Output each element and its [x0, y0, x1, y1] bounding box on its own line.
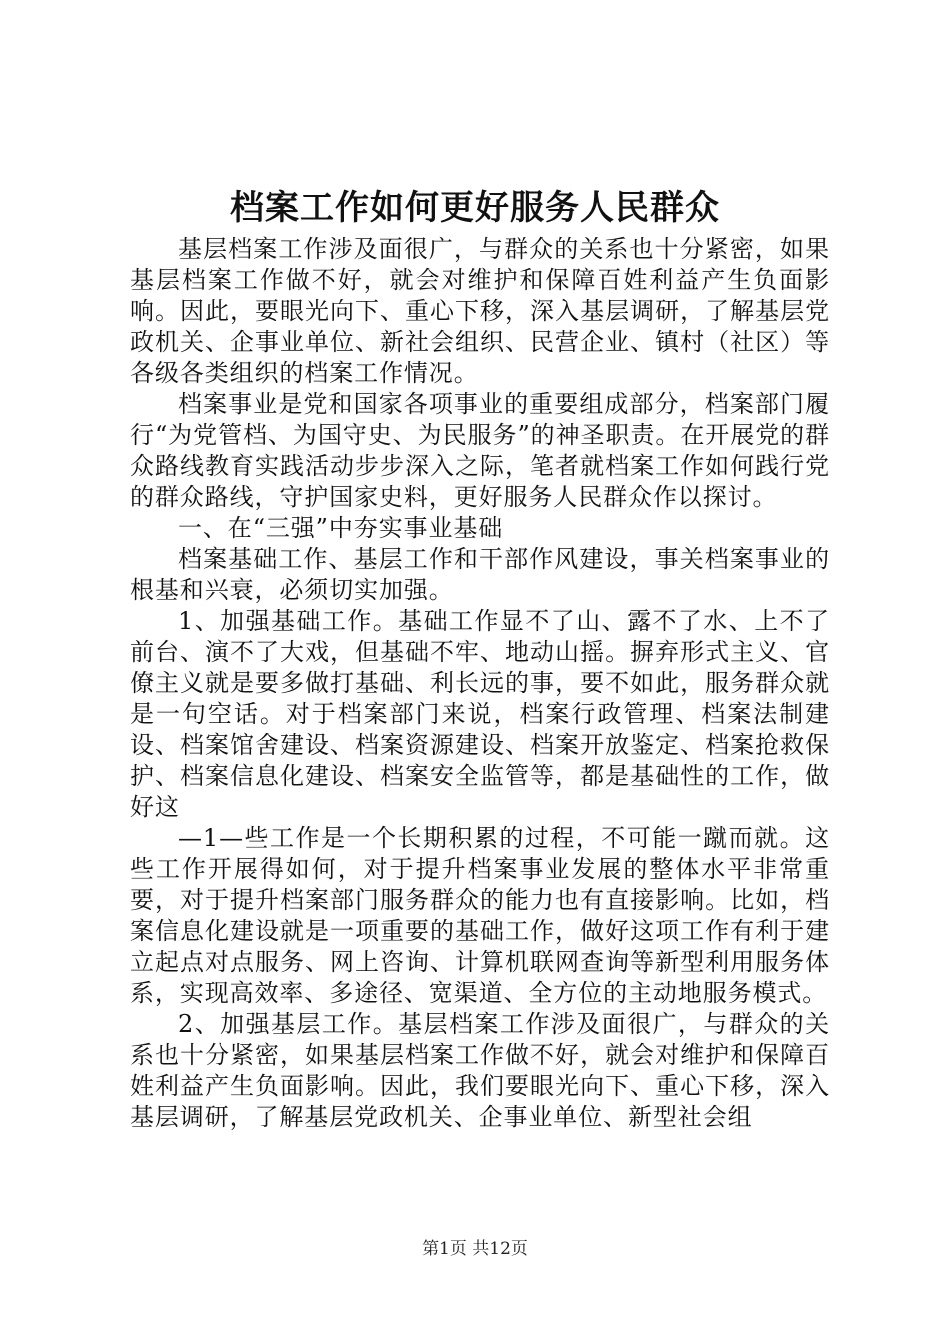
paragraph-background: 档案事业是党和国家各项事业的重要组成部分，档案部门履行“为党管档、为国守史、为民服务”的神圣职责。在开展党的群众路线教育实践活动步步深入之际，笔者就档案工作如何践行党的群众路线，守护国家史料，更好服务人民群众作以探讨。 [130, 390, 830, 511]
paragraph-basic-work: 1、加强基础工作。基础工作显不了山、露不了水、上不了前台、演不了大戏，但基础不牢、地动山摇。摒弃形式主义、官僚主义就是要多做打基础、利长远的事，要不如此，服务群众就是一句空话。对于档案部门来说，档案行政管理、档案法制建设、档案馆舍建设、档案资源建设、档案开放鉴定、档案抢救保护、档案信息化建设、档案安全监管等，都是基础性的工作，做好这 [130, 607, 830, 821]
document-body [130, 234, 830, 1133]
paragraph-basic-work-continued: —1—些工作是一个长期积累的过程，不可能一蹴而就。这些工作开展得如何，对于提升档案事业发展的整体水平非常重要，对于提升档案部门服务群众的能力也有直接影响。比如，档案信息化建设就是一项重要的基础工作，做好这项工作有利于建立起点对点服务、网上咨询、计算机联网查询等新型利用服务体系，实现高效率、多途径、宽渠道、全方位的主动地服务模式。 [130, 824, 830, 1007]
paragraph-intro: 基层档案工作涉及面很广，与群众的关系也十分紧密，如果基层档案工作做不好，就会对维护和保障百姓利益产生负面影响。因此，要眼光向下、重心下移，深入基层调研，了解基层党政机关、企事业单位、新社会组织、民营企业、镇村（社区）等各级各类组织的档案工作情况。 [130, 235, 830, 387]
paragraph-section-summary: 档案基础工作、基层工作和干部作风建设，事关档案事业的根基和兴衰，必须切实加强。 [130, 545, 830, 604]
paragraph-grassroots-work: 2、加强基层工作。基层档案工作涉及面很广，与群众的关系也十分紧密，如果基层档案工作做不好，就会对维护和保障百姓利益产生负面影响。因此，我们要眼光向下、重心下移，深入基层调研，了解基层党政机关、企事业单位、新型社会组 [130, 1010, 830, 1131]
page-number-footer: 第1页 共12页 [422, 1239, 528, 1259]
section-heading-one: 一、在“三强”中夯实事业基础 [178, 514, 504, 542]
document-title: 档案工作如何更好服务人民群众 [230, 188, 720, 228]
